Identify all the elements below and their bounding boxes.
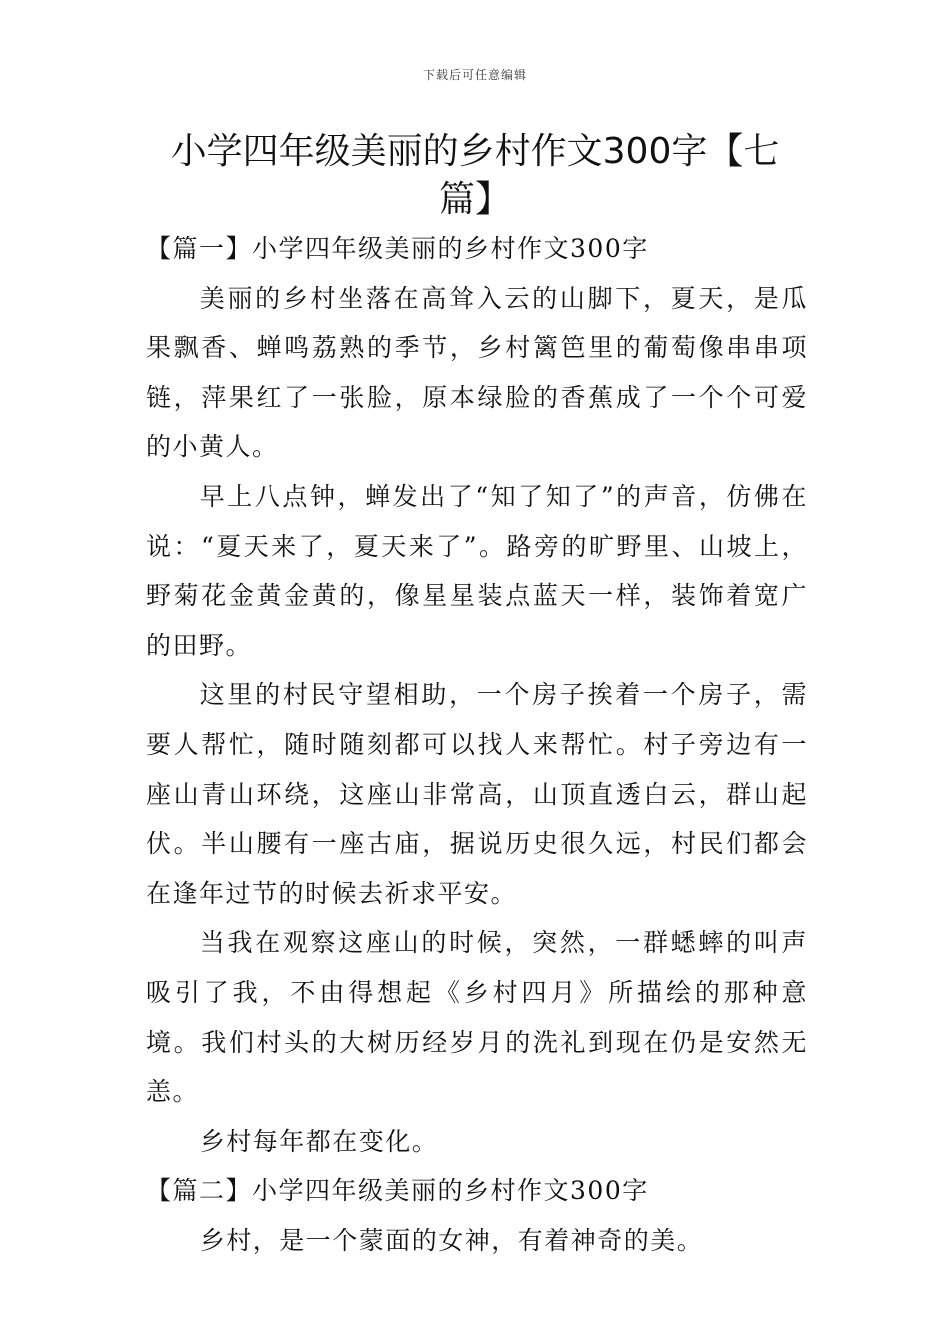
paragraph: 美丽的乡村坐落在高耸入云的山脚下，夏天，是瓜果飘香、蝉鸣荔熟的季节，乡村篱笆里的葡萄像串串项链，萍果红了一张脸，原本绿脸的香蕉成了一个个可爱的小黄人。 — [146, 283, 808, 462]
paragraph: 乡村每年都在变化。 — [199, 1126, 439, 1156]
paragraph: 这里的村民守望相助，一个房子挨着一个房子，需要人帮忙，随时随刻都可以找人来帮忙。村子旁边有一座山青山环绕，这座山非常高，山顶直透白云，群山起伏。半山腰有一座古庙，据说历史很久远，村民们都会在逢年过节的时候去祈求平安。 — [146, 680, 808, 908]
document-title: 小学四年级美丽的乡村作文300字【七篇】 — [170, 131, 780, 220]
paragraph: 乡村，是一个蒙面的女神，有着神奇的美。 — [199, 1225, 704, 1255]
document-body — [146, 224, 808, 1265]
section-heading: 【篇二】小学四年级美丽的乡村作文300字 — [146, 1176, 649, 1206]
section-heading: 【篇一】小学四年级美丽的乡村作文300字 — [146, 234, 649, 263]
header-note: 下载后可任意编辑 — [422, 68, 527, 82]
paragraph: 早上八点钟，蝉发出了“知了知了”的声音，仿佛在说：“夏天来了，夏天来了”。路旁的旷野里、山坡上，野菊花金黄金黄的，像星星装点蓝天一样，装饰着宽广的田野。 — [146, 481, 808, 660]
paragraph: 当我在观察这座山的时候，突然，一群蟋蟀的叫声吸引了我，不由得想起《乡村四月》所描绘的那种意境。我们村头的大树历经岁月的洗礼到现在仍是安然无恙。 — [146, 928, 808, 1107]
